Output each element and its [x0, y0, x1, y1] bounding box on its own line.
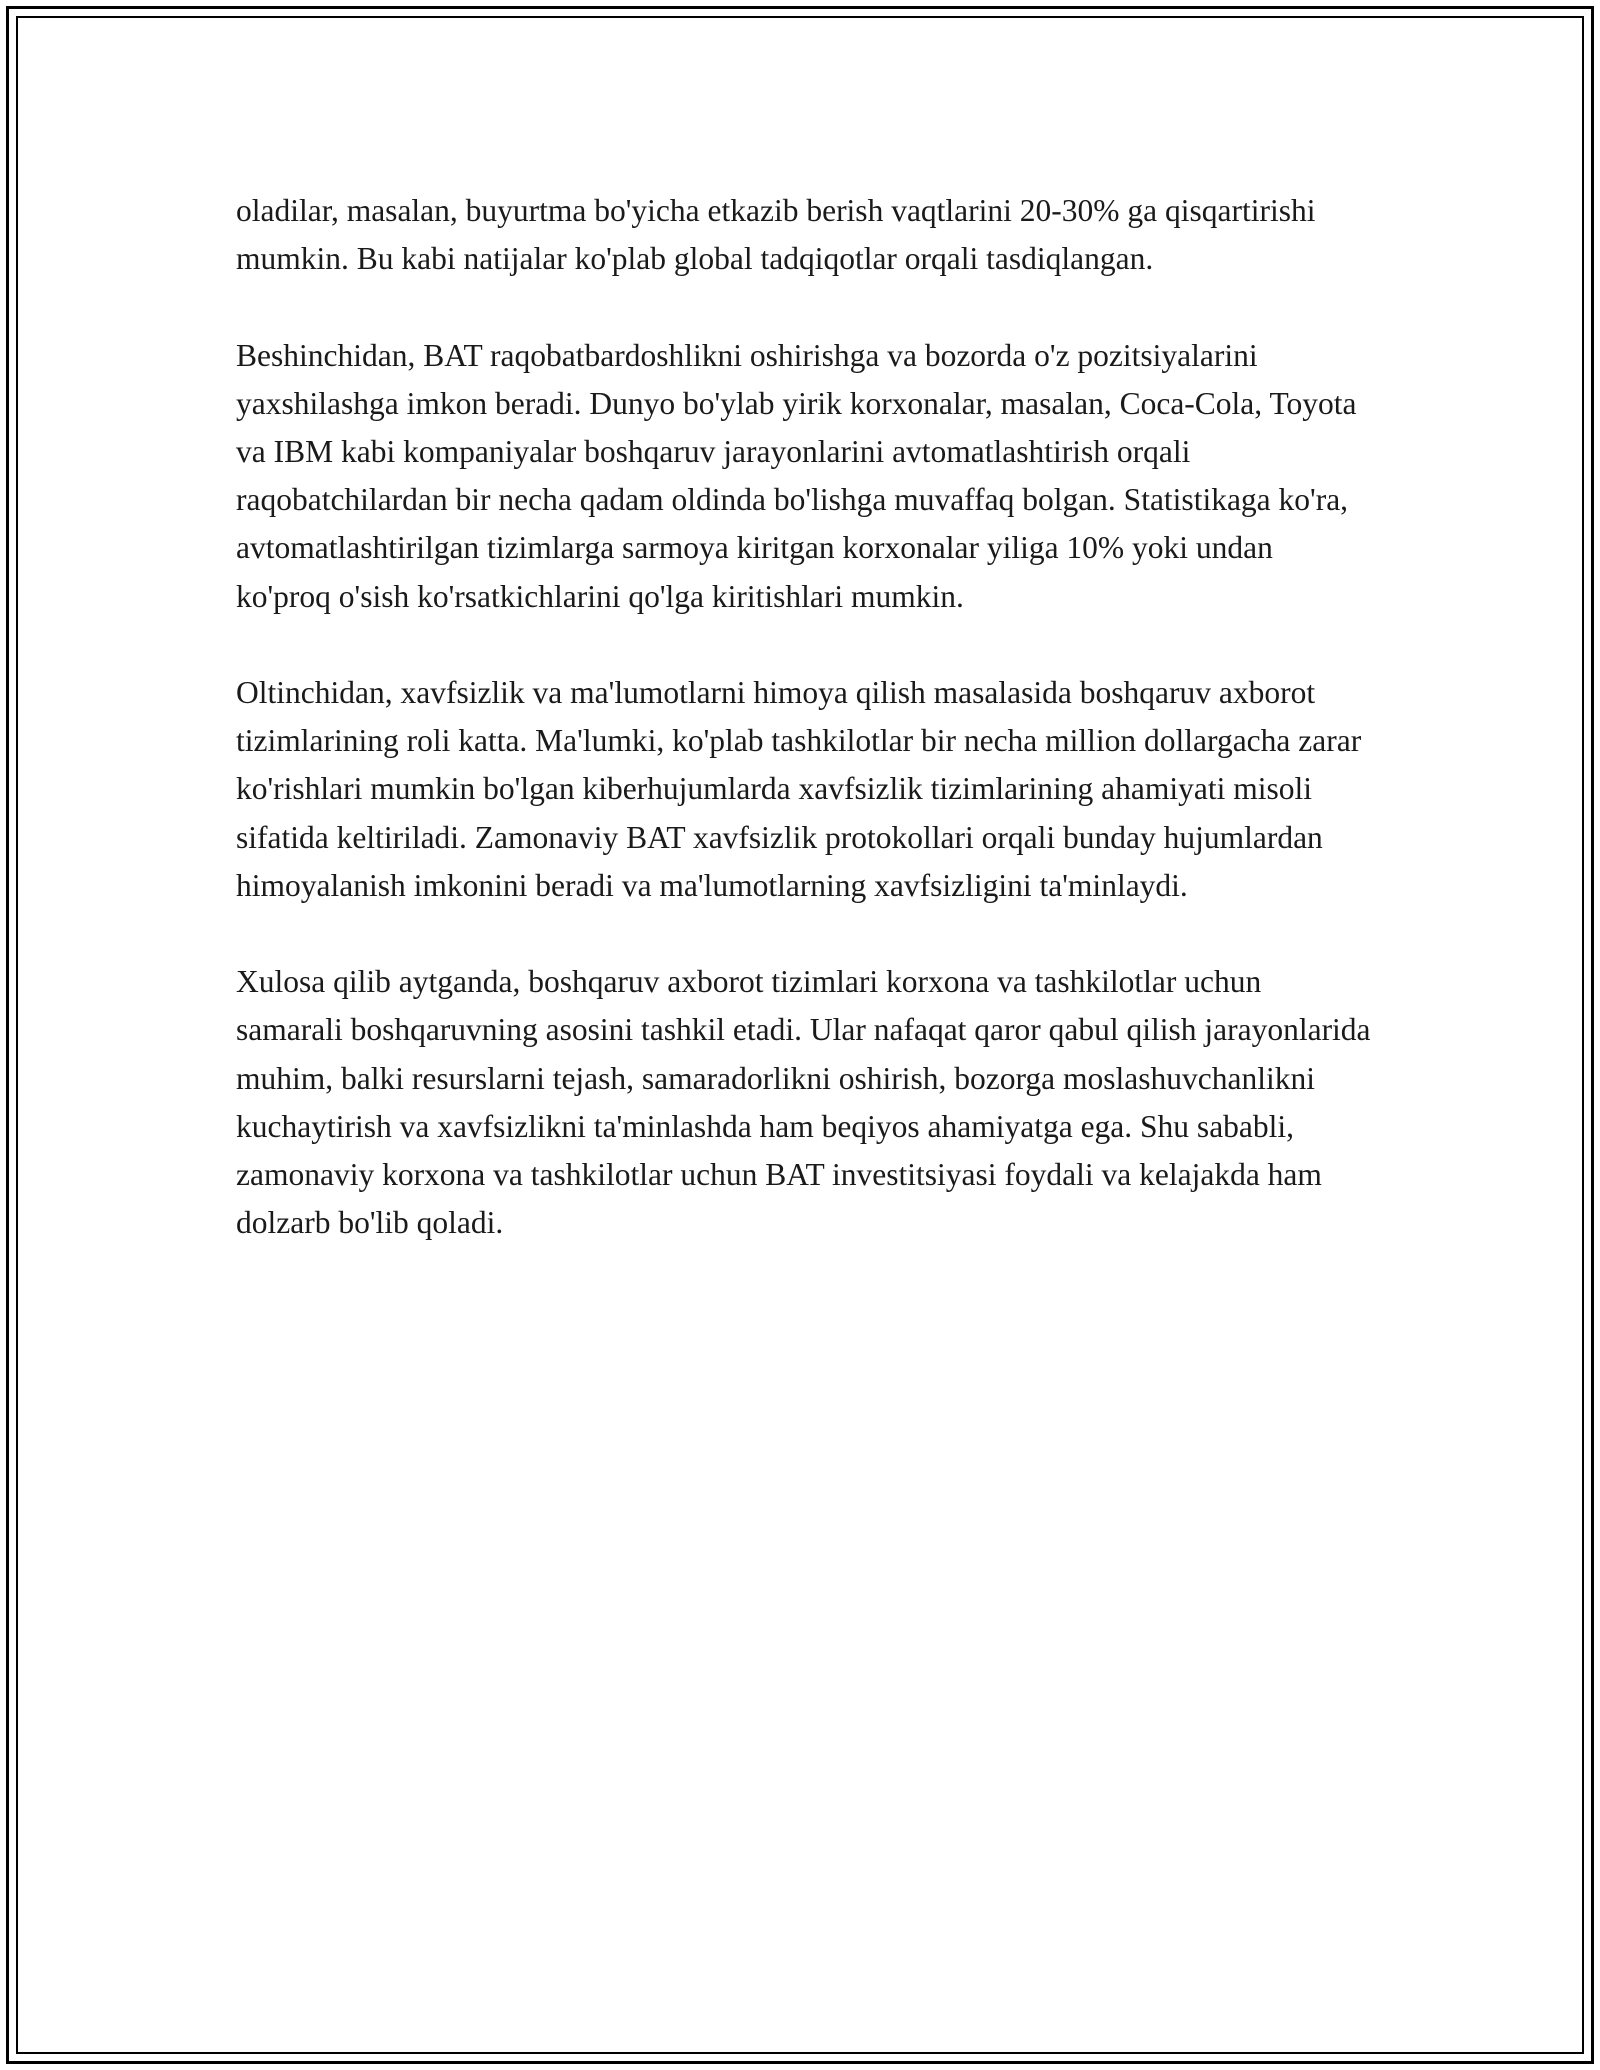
- document-body: [236, 187, 1372, 1296]
- paragraph-sixth-point: Oltinchidan, xavfsizlik va ma'lumotlarni himoya qilish masalasida boshqaruv axborot tizimlarining roli katta. Ma'lumki, ko'plab tashkilotlar bir necha million dollargacha zarar ko'rishlari mumkin bo'lgan kiberhujumlarda xavfsizlik tizimlarining ahamiyati misoli sifatida keltiriladi. Zamonaviy BAT xavfsizlik protokollari orqali bunday hujumlardan himoyalanish imkonini beradi va ma'lumotlarning xavfsizligini ta'minlaydi.: [236, 675, 1362, 903]
- paragraph-continuation: oladilar, masalan, buyurtma bo'yicha etkazib berish vaqtlarini 20-30% ga qisqartirishi mumkin. Bu kabi natijalar ko'plab global tadqiqotlar orqali tasdiqlangan.: [236, 193, 1316, 277]
- paragraph-conclusion: Xulosa qilib aytganda, boshqaruv axborot tizimlari korxona va tashkilotlar uchun samarali boshqaruvning asosini tashkil etadi. Ular nafaqat qaror qabul qilish jarayonlarida muhim, balki resurslarni tejash, samaradorlikni oshirish, bozorga moslashuvchanlikni kuchaytirish va xavfsizlikni ta'minlashda ham beqiyos ahamiyatga ega. Shu sababli, zamonaviy korxona va tashkilotlar uchun BAT investitsiyasi foydali va kelajakda ham dolzarb bo'lib qoladi.: [236, 964, 1371, 1241]
- paragraph-fifth-point: Beshinchidan, BAT raqobatbardoshlikni oshirishga va bozorda o'z pozitsiyalarini yaxshilashga imkon beradi. Dunyo bo'ylab yirik korxonalar, masalan, Coca-Cola, Toyota va IBM kabi kompaniyalar boshqaruv jarayonlarini avtomatlashtirish orqali raqobatchilardan bir necha qadam oldinda bo'lishga muvaffaq bolgan. Statistikaga ko'ra, avtomatlashtirilgan tizimlarga sarmoya kiritgan korxonalar yiliga 10% yoki undan ko'proq o'sish ko'rsatkichlarini qo'lga kiritishlari mumkin.: [236, 337, 1357, 614]
